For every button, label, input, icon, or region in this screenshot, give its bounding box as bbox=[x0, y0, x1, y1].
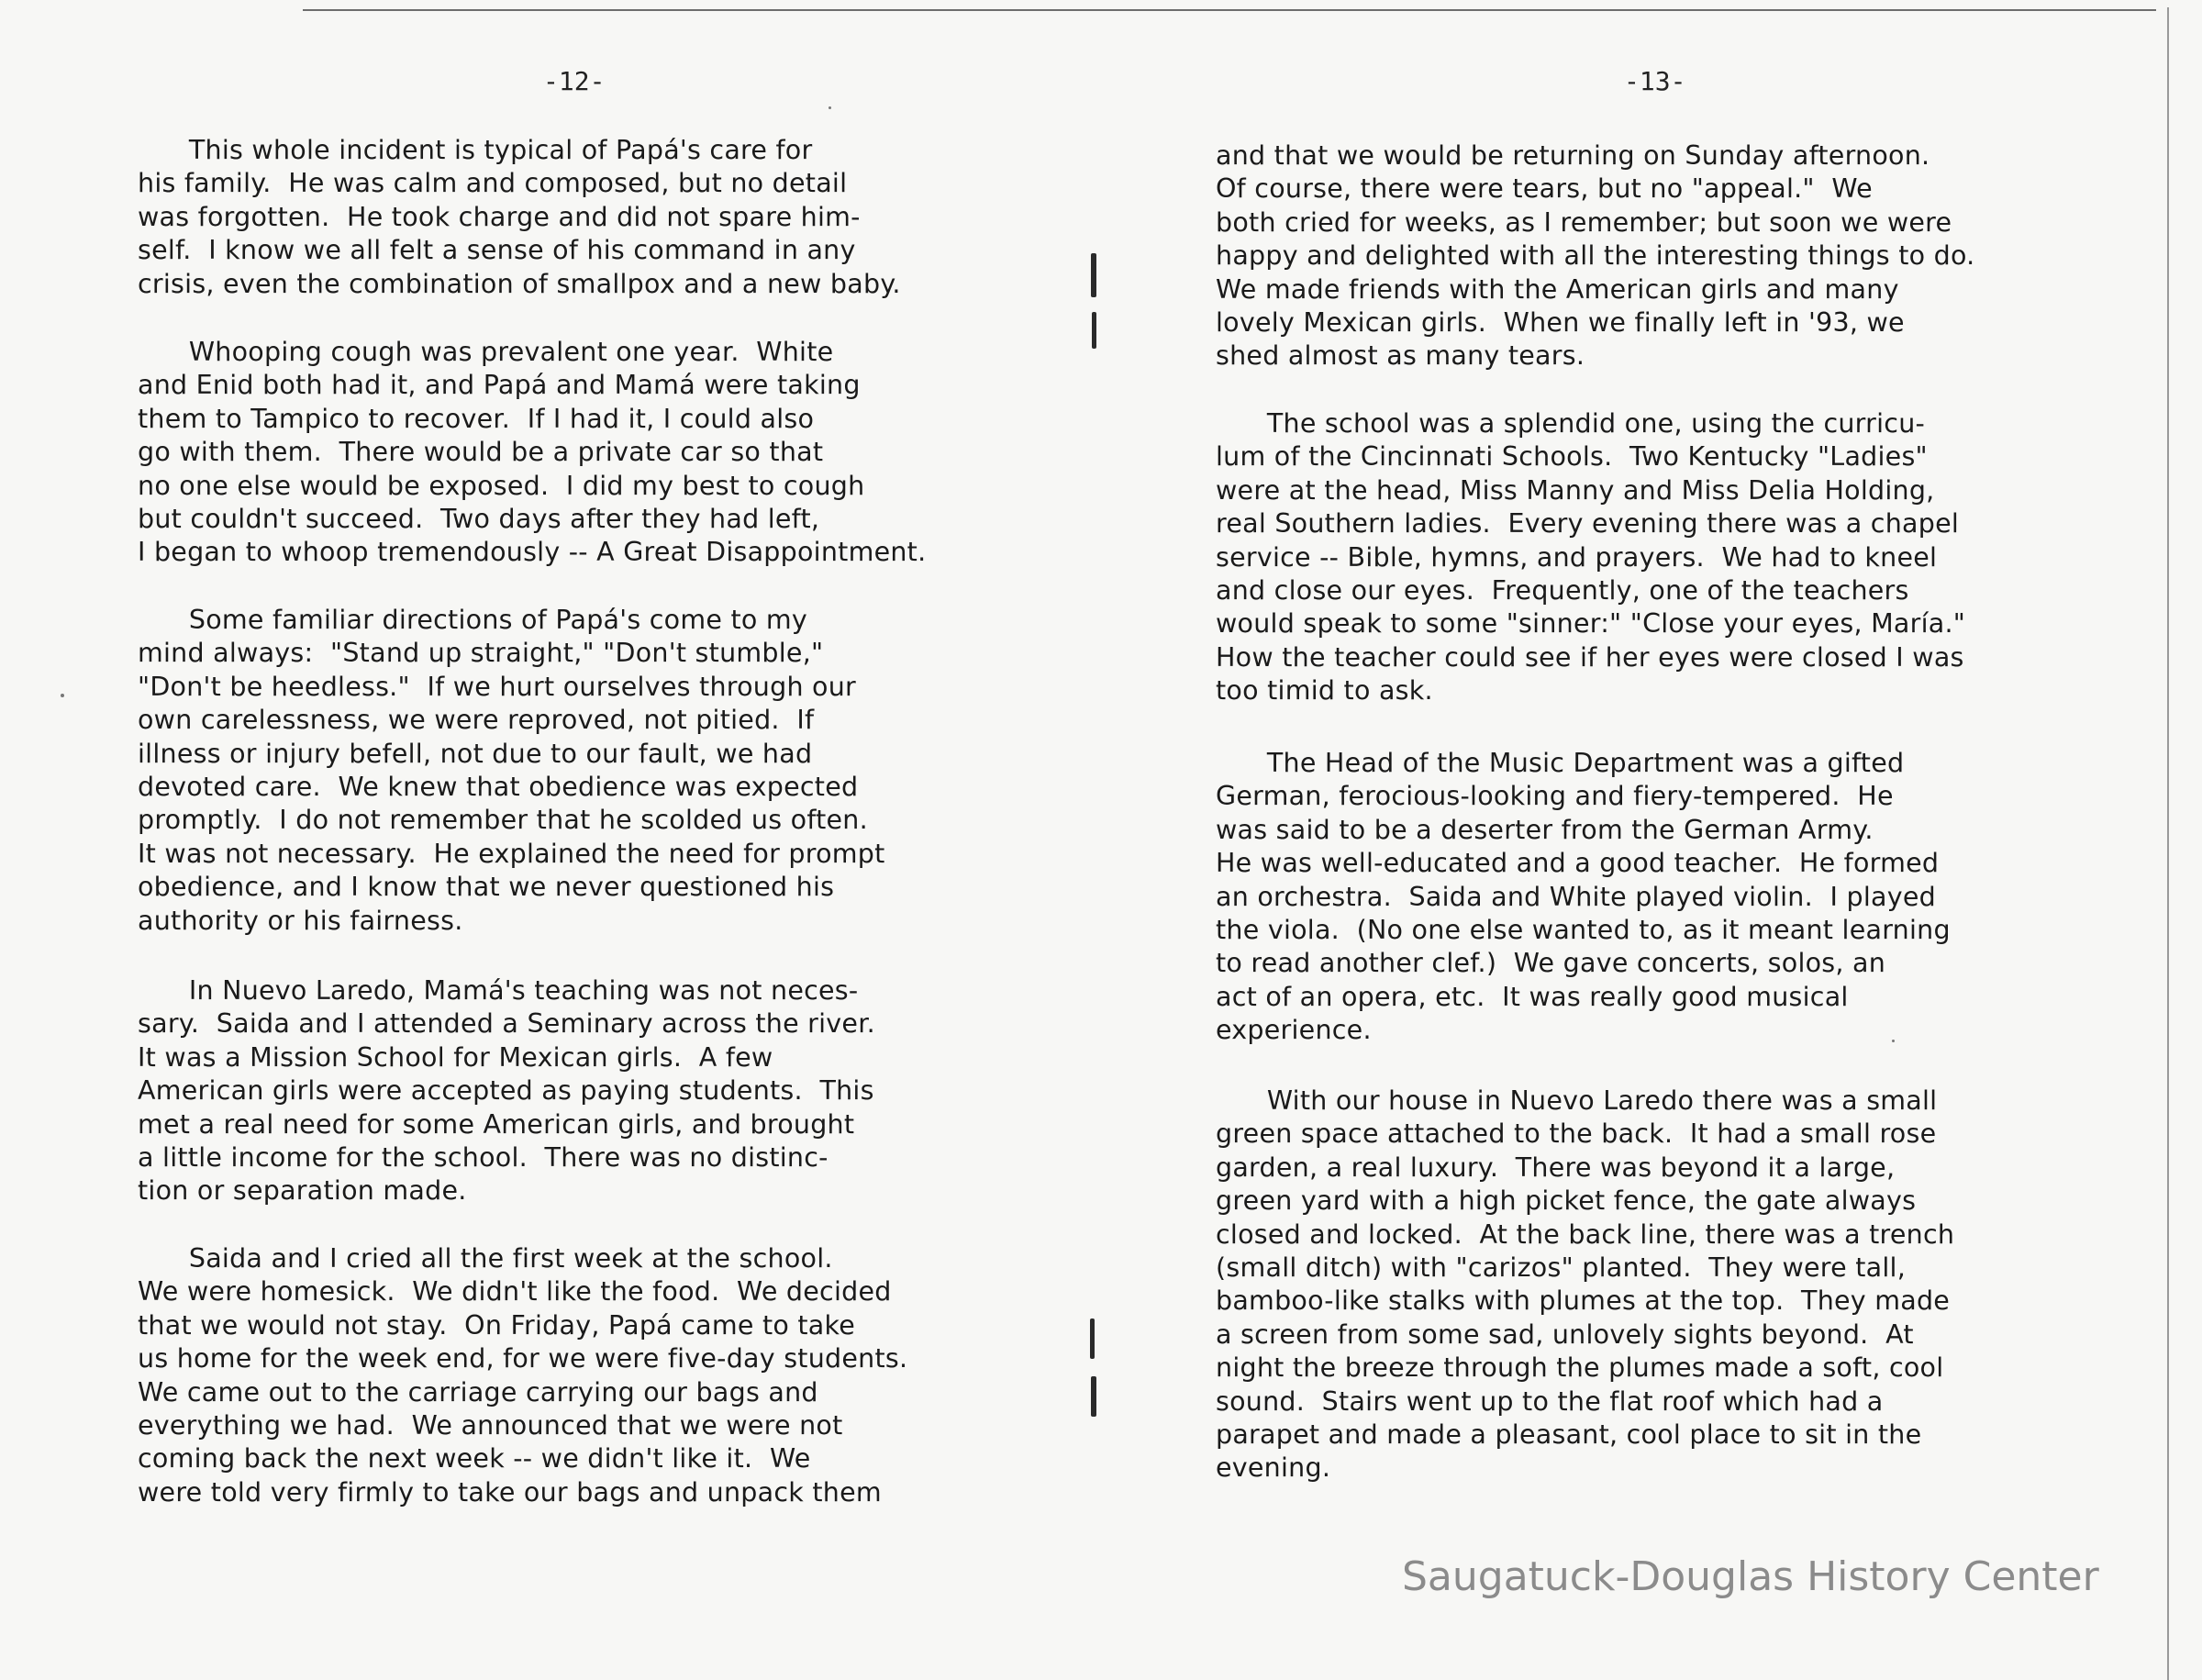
right-paragraph-4: With our house in Nuevo Laredo there was a small green space attached to the back. It had a small rose garden, a real luxury. There was beyond it a large, green yard with a high picket fence, the gate always closed and locked. At the back line, there was a trench (small ditch) with "carizos" planted. They were tall, bamboo-like stalks with plumes at the top. They made a screen from some sad, unlovely sights beyond. At night the breeze through the plumes made a soft, cool sound. Stairs went up to the flat roof which had a parapet and made a pleasant, cool place to sit in the evening. bbox=[1216, 1085, 1955, 1484]
margin-mark-1 bbox=[1091, 253, 1096, 297]
right-paragraph-1: and that we would be returning on Sunday afternoon. Of course, there were tears, but no "appeal." We both cried for weeks, as I remember; but soon we were happy and delighted with all the interesting things to do. We made friends with the American girls and many lovely Mexican girls. When we finally left in '93, we shed almost as many tears. bbox=[1216, 140, 1975, 372]
margin-mark-3 bbox=[1090, 1318, 1095, 1359]
left-paragraph-1: This whole incident is typical of Papá's care for his family. He was calm and composed, but no detail was forgotten. He took charge and did not spare him- self. I know we all felt a sense of his command in any crisis, even the combination of smallpox and a new baby. bbox=[138, 135, 901, 299]
right-page bbox=[1216, 0, 2133, 1680]
right-paragraph-2: The school was a splendid one, using the curricu- lum of the Cincinnati Schools. Two Kentucky "Ladies" were at the head, Miss Manny and Miss Delia Holding, real Southern ladies. Every evening there was a chapel service -- Bible, hymns, and prayers. We had to kneel and close our eyes. Frequently, one of the teachers would speak to some "sinner:" "Close your eyes, María." How the teacher could see if her eyes were closed I was too timid to ask. bbox=[1216, 408, 1966, 706]
right-paragraph-3: The Head of the Music Department was a gifted German, ferocious-looking and fiery-tempered. He was said to be a deserter from the German Army. He was well-educated and a good teacher. He formed an orchestra. Saida and White played violin. I played the viola. (No one else wanted to, as it meant learning to read another clef.) We gave concerts, solos, an act of an opera, etc. It was really good musical experience. bbox=[1216, 748, 1951, 1046]
scan-speck bbox=[1892, 1040, 1895, 1042]
left-paragraph-5: Saida and I cried all the first week at the school. We were homesick. We didn't like the food. We decided that we would not stay. On Friday, Papá came to take us home for the week end, for we were five-day students. We came out to the carriage carrying our bags and everything we had. We announced that we were not coming back the next week -- we didn't like it. We were told very firmly to take our bags and unpack them bbox=[138, 1243, 908, 1508]
margin-mark-4 bbox=[1091, 1376, 1096, 1417]
margin-mark-2 bbox=[1092, 312, 1096, 349]
left-paragraph-2: Whooping cough was prevalent one year. White and Enid both had it, and Papá and Mamá were taking them to Tampico to recover. If I had it, I could also go with them. There would be a private car so that no one else would be exposed. I did my best to cough but couldn't succeed. Two days after they had left, I began to whoop tremendously -- A Great Disappointment. bbox=[138, 337, 927, 568]
scan-speck bbox=[61, 694, 64, 697]
page-number-right: -13- bbox=[1624, 66, 1686, 96]
page-number-left: -12- bbox=[543, 66, 606, 96]
page-edge-line bbox=[2167, 7, 2169, 1680]
watermark: Saugatuck-Douglas History Center bbox=[1402, 1553, 2099, 1600]
left-paragraph-4: In Nuevo Laredo, Mamá's teaching was not neces- sary. Saida and I attended a Seminary across the river. It was a Mission School for Mexican girls. A few American girls were accepted as paying students. This met a real need for some American girls, and brought a little income for the school. There was no distinc- tion or separation made. bbox=[138, 975, 875, 1207]
scan-speck bbox=[829, 106, 831, 109]
left-paragraph-3: Some familiar directions of Papá's come to my mind always: "Stand up straight," "Don't stumble," "Don't be heedless." If we hurt ourselves through our own carelessness, we were reproved, not pitied. If illness or injury befell, not due to our fault, we had devoted care. We knew that obedience was expected promptly. I do not remember that he scolded us often. It was not necessary. He explained the need for prompt obedience, and I know that we never questioned his authority or his fairness. bbox=[138, 605, 885, 936]
left-page bbox=[138, 0, 1073, 1680]
